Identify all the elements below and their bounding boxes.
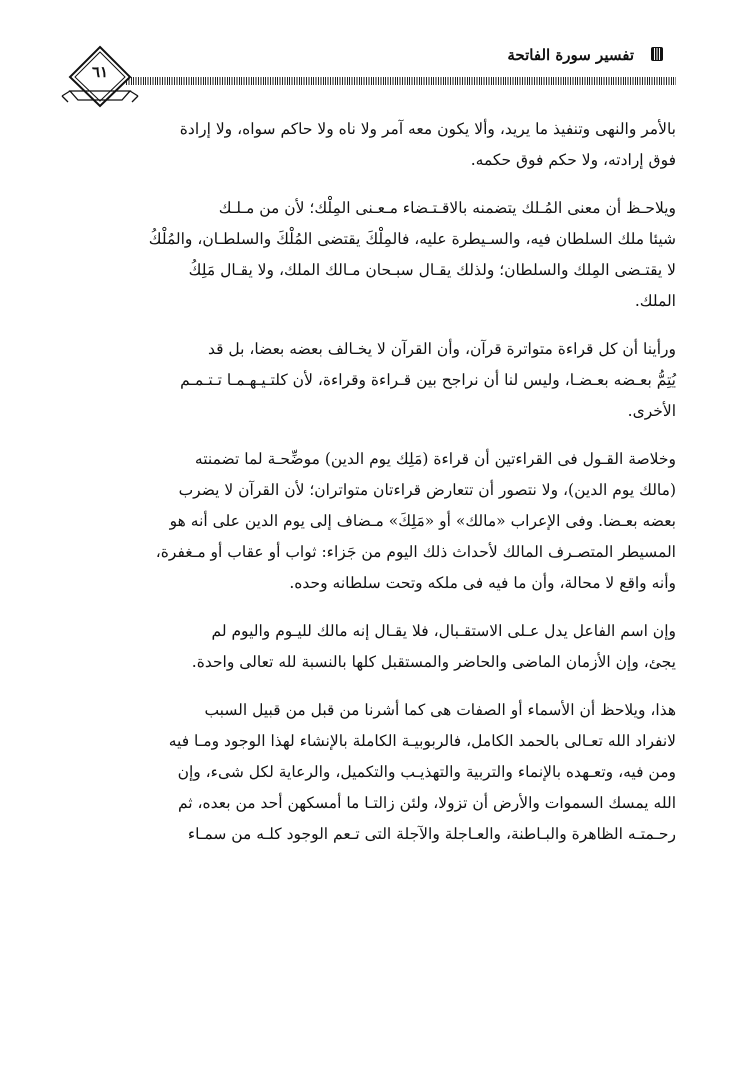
text-line: ويلاحـظ أن معنى المُـلك يتضمنه بالاقـتـضاء مـعـنى المِلْك؛ لأن من مـلـك (218, 199, 676, 217)
paragraph (66, 444, 676, 599)
header-rule (126, 77, 676, 85)
text-line: ومن فيه، وتعـهده بالإنماء والتربية والتهذيـب والتكميل، والرعاية لكل شىء، وإن (177, 763, 676, 781)
paragraph (66, 695, 676, 850)
paragraph (66, 334, 676, 427)
running-title: تفسير سورة الفاتحة (507, 46, 634, 64)
text-line: فوق إرادته، ولا حكم فوق حكمه. (470, 151, 676, 169)
text-line: يجئ، وإن الأزمان الماضى والحاضر والمستقبل كلها بالنسبة لله تعالى واحدة. (191, 653, 676, 671)
text-line: الأخرى. (627, 402, 676, 420)
page-header (0, 0, 740, 120)
text-line: (مالك يوم الدين)، ولا نتصور أن تتعارض قراءتان متواتران؛ لأن القرآن لا يضرب (178, 481, 676, 499)
paragraph (66, 114, 676, 176)
page-body (66, 114, 676, 867)
text-line: لانفراد الله تعـالى بالحمد الكامل، فالربوبيـة الكاملة بالإنشاء لهذا الوجود ومـا فيه (168, 732, 676, 750)
text-line: بعضه بعـضا. وفى الإعراب «مالك» أو «مَلِكَ» مـضاف إلى يوم الدين على أنه هو (169, 512, 676, 530)
text-line: وإن اسم الفاعل يدل عـلى الاستقـبال، فلا يقـال إنه مالك لليـوم واليوم لم (211, 622, 676, 640)
book-icon (650, 46, 664, 62)
text-line: الله يمسك السموات والأرض أن تزولا، ولئن زالتـا ما أمسكهن أحد من بعده، ثم (177, 794, 676, 812)
text-line: هذا، ويلاحظ أن الأسماء أو الصفات هى كما أشرنا من قبل من قبيل السبب (204, 701, 676, 719)
text-line: وأنه واقع لا محالة، وأن ما فيه فى ملكه وتحت سلطانه وحده. (289, 574, 676, 592)
page-number: ٦١ (91, 63, 109, 81)
paragraph (66, 193, 676, 317)
text-line: الملك. (634, 292, 676, 310)
text-line: المسيطر المتصـرف المالك لأحداث ذلك اليوم من جَزاء: ثواب أو عقاب أو مـغفرة، (155, 543, 676, 561)
paragraph (66, 616, 676, 678)
text-line: وخلاصة القـول فى القراءتين أن قراءة (مَلِك يوم الدين) موضِّحـة لما تضمنته (194, 450, 676, 468)
text-line: ورأينا أن كل قراءة متواترة قرآن، وأن القرآن لا يخـالف بعضه بعضا، بل قد (207, 340, 676, 358)
text-line: رحـمتـه الظاهرة والبـاطنة، والعـاجلة والآجلة التى تـعم الوجود كلـه من سمـاء (187, 825, 676, 843)
text-line: يُتِمُّ بعـضه بعـضـا، وليس لنا أن نراجح بين قـراءة وقراءة، لأن كلتـيـهـمـا تـتـمـم (180, 371, 676, 389)
text-line: شيئا ملك السلطان فيه، والسـيطرة عليه، فالمِلْكَ يقتضى المُلْكَ والسلطـان، والمُلْكُ (148, 230, 676, 248)
text-line: لا يقتـضى المِلك والسلطان؛ ولذلك يقـال سبـحان مـالك الملك، ولا يقـال مَلِكُ (188, 261, 676, 279)
text-line: بالأمر والنهى وتنفيذ ما يريد، وألا يكون معه آمر ولا ناه ولا حاكم سواه، ولا إرادة (179, 120, 676, 138)
